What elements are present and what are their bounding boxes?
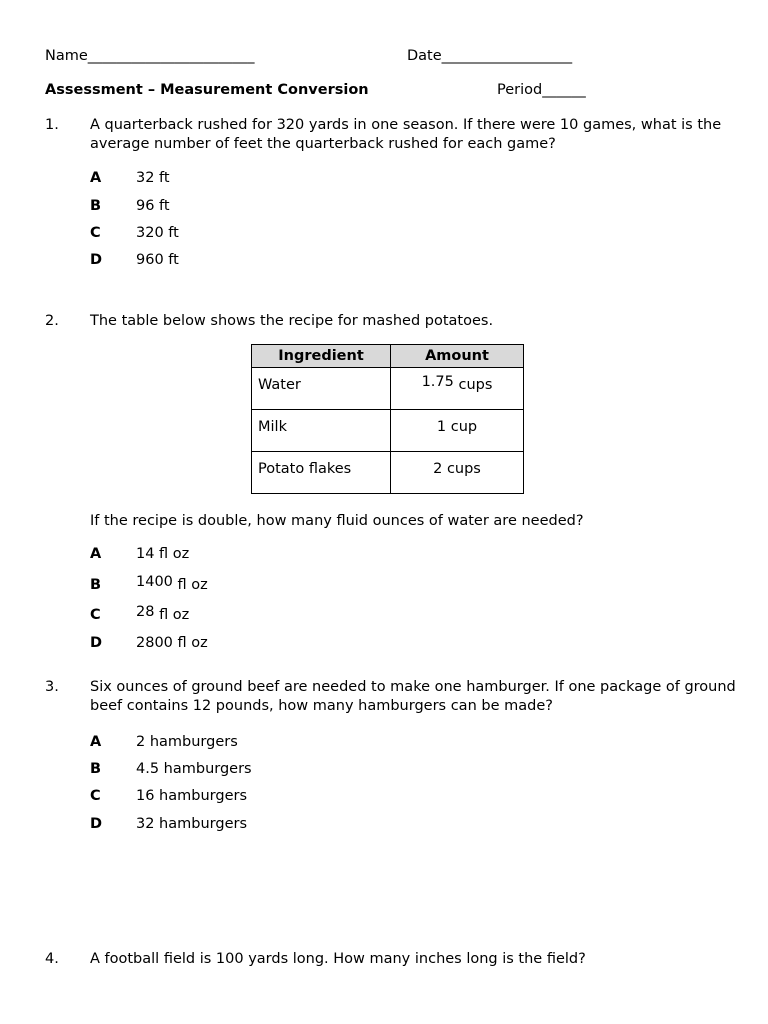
question-number: 3. — [45, 679, 59, 695]
table-header-cell: Amount — [391, 345, 524, 368]
choice-text — [136, 576, 208, 594]
table-header-cell: Ingredient — [252, 345, 391, 368]
question-text: A quarterback rushed for 320 yards in one season. If there were 10 games, what is the average number of feet the quarterback rushed for each game? — [90, 117, 722, 152]
choice-letter: D — [90, 635, 103, 651]
question-number: 1. — [45, 117, 59, 133]
choice-text — [136, 606, 189, 624]
choice-text: 2800 fl oz — [136, 635, 208, 651]
choice-letter: D — [90, 816, 103, 832]
choice-text: 14 fl oz — [136, 546, 190, 562]
ingredient-cell: Potato flakes — [252, 452, 391, 494]
name-field-label: Name_______________________ — [45, 48, 255, 64]
choice-letter: A — [90, 734, 102, 750]
recipe-table — [251, 344, 524, 494]
question-text: Six ounces of ground beef are needed to make one hamburger. If one package of ground beef contains 12 pounds, how many hamburgers can be made? — [90, 679, 736, 714]
choice-text: 320 ft — [136, 225, 179, 241]
choice-letter: C — [90, 788, 101, 804]
ingredient-cell: Milk — [252, 410, 391, 452]
table-row — [252, 410, 524, 452]
choice-text: 16 hamburgers — [136, 788, 248, 804]
choice-value: 28 — [136, 604, 155, 620]
page-title: Assessment – Measurement Conversion — [45, 82, 369, 98]
choice-unit: fl oz — [177, 577, 208, 593]
question-followup: If the recipe is double, how many fluid ounces of water are needed? — [90, 513, 584, 529]
table-row — [252, 368, 524, 410]
choice-letter: A — [90, 546, 102, 562]
ingredient-cell: Water — [252, 368, 391, 410]
amount-unit: 1 cup — [436, 419, 478, 435]
amount-cell — [391, 368, 524, 410]
choice-letter: B — [90, 577, 102, 593]
amount-cell — [391, 410, 524, 452]
amount-unit: cups — [458, 377, 493, 393]
amount-unit: 2 cups — [433, 461, 481, 477]
choice-text: 32 ft — [136, 170, 170, 186]
choice-letter: C — [90, 225, 101, 241]
choice-text: 2 hamburgers — [136, 734, 238, 750]
choice-text: 96 ft — [136, 198, 170, 214]
choice-unit: fl oz — [159, 607, 190, 623]
choice-letter: A — [90, 170, 102, 186]
choice-text: 32 hamburgers — [136, 816, 248, 832]
choice-letter: B — [90, 761, 102, 777]
choice-value: 1400 — [136, 574, 173, 590]
choice-text: 960 ft — [136, 252, 179, 268]
choice-letter: D — [90, 252, 103, 268]
choice-letter: C — [90, 607, 101, 623]
period-field-label: Period______ — [497, 82, 586, 98]
date-field-label: Date__________________ — [407, 48, 573, 64]
amount-value: 1.75 — [421, 374, 454, 390]
table-header-row — [252, 345, 524, 368]
amount-cell — [391, 452, 524, 494]
question-number: 2. — [45, 313, 59, 329]
question-text: The table below shows the recipe for mashed potatoes. — [90, 313, 494, 329]
question-number: 4. — [45, 951, 59, 967]
choice-text: 4.5 hamburgers — [136, 761, 252, 777]
choice-letter: B — [90, 198, 102, 214]
question-text: A football field is 100 yards long. How many inches long is the field? — [90, 951, 586, 967]
table-row — [252, 452, 524, 494]
